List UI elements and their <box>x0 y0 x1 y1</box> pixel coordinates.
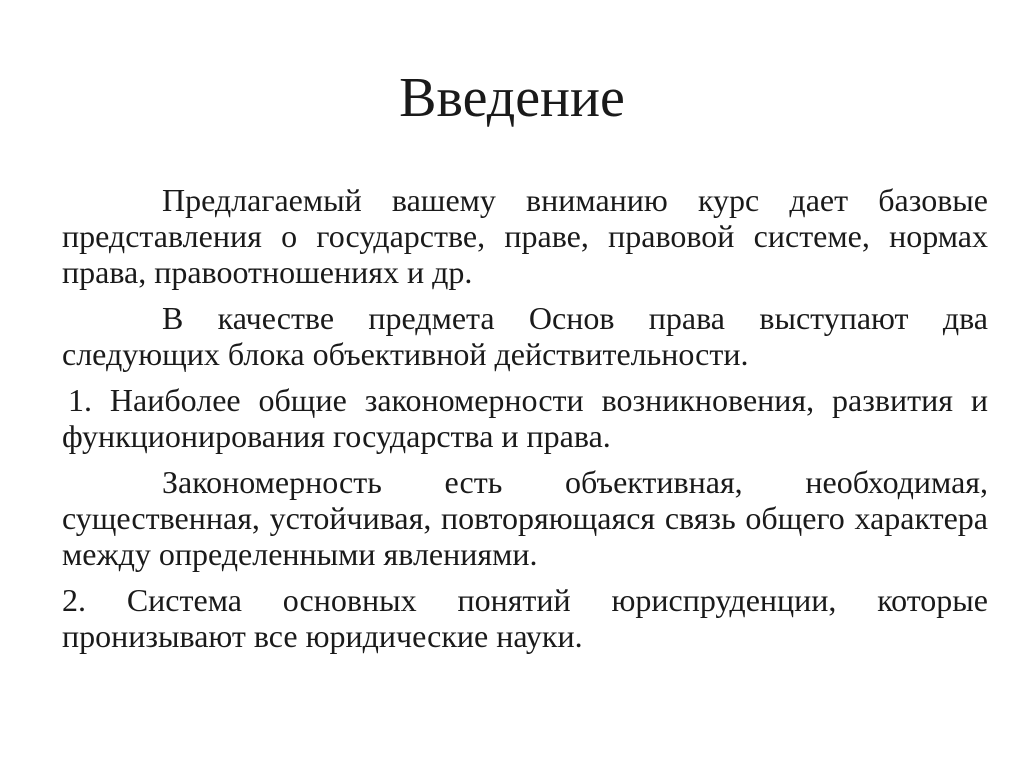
slide-body <box>62 182 988 664</box>
paragraph-course-intro: Предлагаемый вашему вниманию курс дает базовые представления о государстве, праве, правовой системе, нормах права, правоотношениях и др. <box>62 182 988 290</box>
paragraph-subject-blocks: В качестве предмета Основ права выступают два следующих блока объективной действительности. <box>62 300 988 372</box>
paragraph-item-1: 1. Наиболее общие закономерности возникновения, развития и функционирования государства и права. <box>62 382 988 454</box>
paragraph-regularity-definition: Закономерность есть объективная, необходимая, существенная, устойчивая, повторяющаяся связь общего характера между определенными явлениями. <box>62 464 988 572</box>
slide-title: Введение <box>399 67 625 129</box>
paragraph-item-2: 2. Система основных понятий юриспруденции, которые пронизывают все юридические науки. <box>62 582 988 654</box>
